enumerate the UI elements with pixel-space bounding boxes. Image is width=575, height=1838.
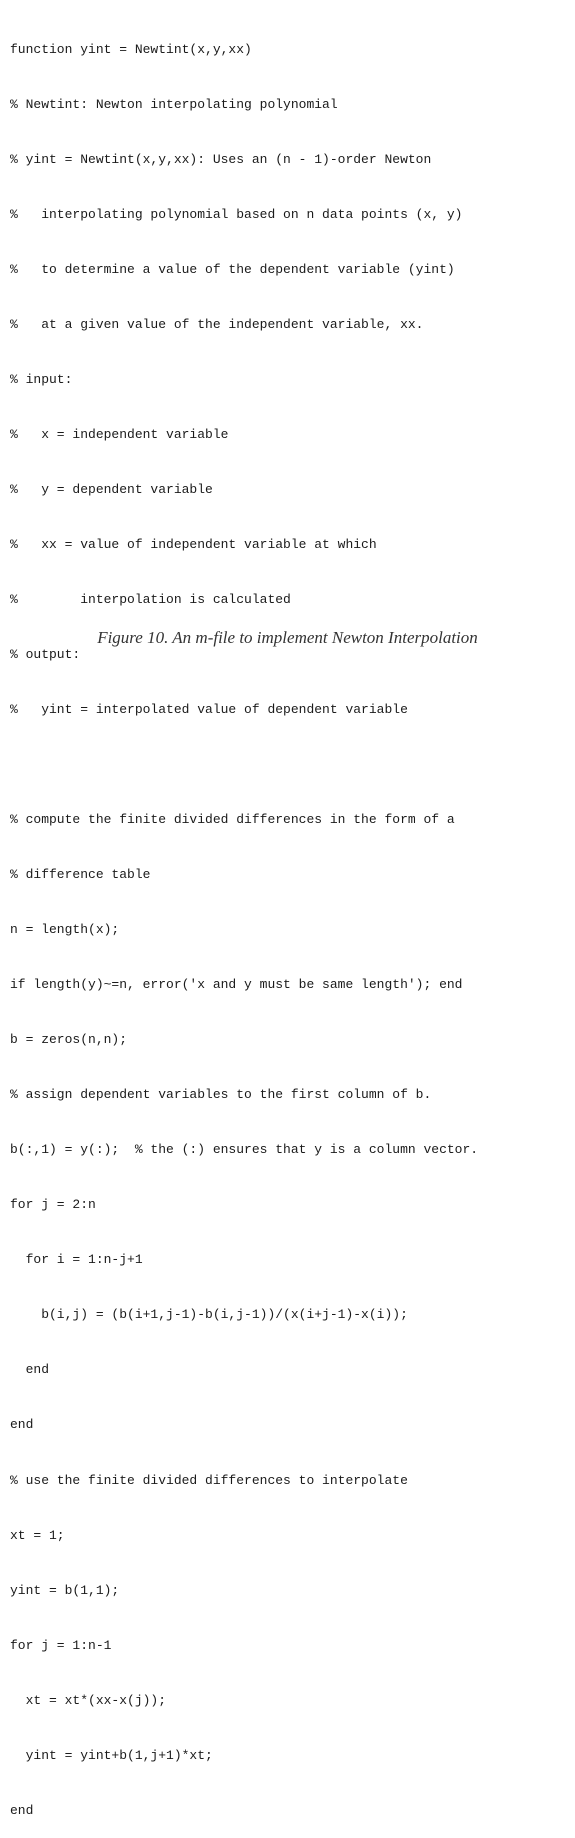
code-line: for i = 1:n-j+1 — [10, 1252, 143, 1268]
code-line: % at a given value of the independent variable, xx. — [10, 316, 424, 332]
code-listing — [10, 4, 570, 1838]
code-line: yint = b(1,1); — [10, 1582, 120, 1598]
blank-line — [10, 756, 570, 774]
code-line: end — [10, 1362, 50, 1378]
code-line: % difference table — [10, 867, 151, 883]
code-line: n = length(x); — [10, 922, 120, 938]
code-line: function yint = Newtint(x,y,xx) — [10, 41, 252, 57]
code-line: if length(y)~=n, error('x and y must be same length'); end — [10, 977, 463, 993]
code-line: % use the finite divided differences to interpolate — [10, 1472, 408, 1488]
code-line: b = zeros(n,n); — [10, 1032, 128, 1048]
code-line: for j = 1:n-1 — [10, 1637, 112, 1653]
code-line: end — [10, 1417, 34, 1433]
code-line: % output: — [10, 647, 81, 663]
code-line: xt = xt*(xx-x(j)); — [10, 1692, 167, 1708]
code-line: % input: — [10, 371, 73, 387]
code-line: for j = 2:n — [10, 1197, 96, 1213]
code-line: % compute the finite divided differences in the form of a — [10, 812, 455, 828]
code-line: % x = independent variable — [10, 426, 229, 442]
code-line: % y = dependent variable — [10, 481, 213, 497]
code-line: % interpolating polynomial based on n data points (x, y) — [10, 206, 463, 222]
code-line: % Newtint: Newton interpolating polynomial — [10, 96, 338, 112]
code-line: % to determine a value of the dependent variable (yint) — [10, 261, 455, 277]
code-line: end — [10, 1802, 34, 1818]
code-line: yint = yint+b(1,j+1)*xt; — [10, 1747, 213, 1763]
code-line: % interpolation is calculated — [10, 592, 291, 607]
code-line: b(i,j) = (b(i+1,j-1)-b(i,j-1))/(x(i+j-1)-x(i)); — [10, 1307, 408, 1323]
code-line: % yint = Newtint(x,y,xx): Uses an (n - 1)-order Newton — [10, 151, 432, 167]
code-line: % xx = value of independent variable at which — [10, 536, 377, 552]
code-line: b(:,1) = y(:); % the (:) ensures that y is a column vector. — [10, 1142, 479, 1158]
figure-caption: Figure 10. An m-file to implement Newton Interpolation — [97, 628, 478, 647]
code-line: % yint = interpolated value of dependent variable — [10, 702, 408, 718]
code-line: % assign dependent variables to the first column of b. — [10, 1087, 432, 1103]
code-line: xt = 1; — [10, 1527, 65, 1543]
